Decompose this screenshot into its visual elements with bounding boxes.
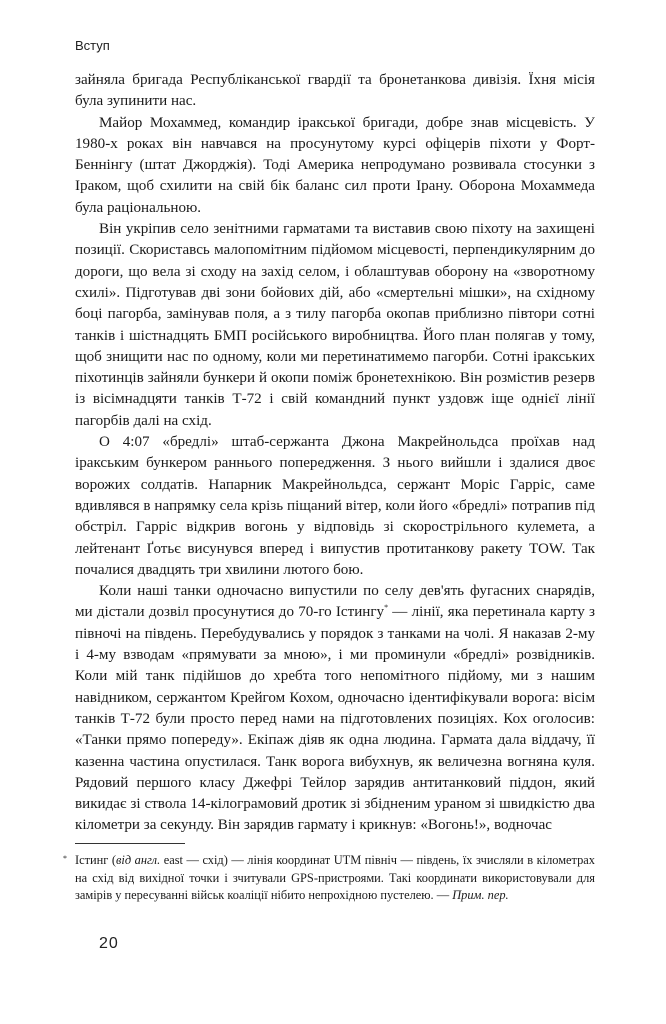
- paragraph-text: Коли наші танки одночасно випустили по селу дев'ять фугасних снарядів, ми дістали дозвіл просунутися до 70-го Істингу: [75, 583, 595, 621]
- footnote-text: east — схід) — лінія координат UTM північ — південь, їх зчисляли в кілометрах на схід від вихідної точки і зчитували GPS-пристроями. Такі координати використовували для замірів у пересуванні військ коаліції нібито непрохідною пустелею. —: [75, 853, 596, 903]
- footnote-separator: [75, 843, 185, 844]
- main-text: [75, 70, 595, 837]
- footnote-reference[interactable]: *: [384, 603, 389, 613]
- footnote: [63, 852, 596, 905]
- translator-note: Прим. пер.: [452, 888, 509, 903]
- footnote-mark: *: [63, 854, 67, 863]
- paragraph: зайняла бригада Республіканської гвардії та бронетанкова дивізія. Їхня місія була зупинити нас.: [75, 72, 595, 110]
- paragraph: [75, 581, 595, 837]
- paragraph: Майор Мохаммед, командир іракської бригади, добре знав місцевість. У 1980-х роках він навчався на просунутому курсі офіцерів піхоти у Форт-Беннінгу (штат Джорджія). Тоді Америка непродумано розвивала стосунки з Іраком, щоб схилити на свій бік баланс сил проти Ірану. Оборона Мохаммеда була раціональною.: [75, 114, 595, 216]
- paragraph: О 4:07 «бредлі» штаб-сержанта Джона Макрейнольдса проїхав над іракським бункером раннього попередження. З нього вийшли і здалися двоє ворожих солдатів. Напарник Макрейнольдса, сержант Моріс Гарріс, саме вдивлявся в напрямку села крізь піщаний вітер, коли його «бредлі» потрапив під обстріл. Гарріс відкрив вогонь у відповідь зі скорострільного кулемета, а лейтенант Ґотьє висунувся вперед і випустив протитанкову ракету TOW. Так почалися двадцять три хвилини лютого бою.: [75, 434, 595, 578]
- footnote-italic: від англ.: [116, 853, 161, 867]
- paragraph: Він укріпив село зенітними гарматами та виставив свою піхоту на захищені позиції. Скориставсь малопомітним підйомом місцевості, перпендикулярним до дороги, що вела зі сходу на захід селом, і облаштував оборону на «зворотному схилі». Підготував дві зони бойових дій, або «смертельні мішки», на східному боці пагорба, замінував поля, а з тилу пагорба окопав приблизно півтори сотні танків і шістнадцять БМП російського виробництва. Його план полягав у тому, щоб знищити нас по одному, коли ми перетинатимемо пагорби. Сотні іракських піхотинців зайняли бункери й окопи поміж бронетехнікою. Він розмістив резерв із вісімнадцяти танків Т-72 і свій командний пункт уздовж іще однієї лінії пагорбів далі на схід.: [75, 221, 595, 429]
- paragraph-text: — лінії, яка перетинала карту з півночі на південь. Перебудувались у порядок з танками на чолі. Я наказав 2-му і 4-му взводам «прямувати за мною», і ми проминули «бредлі» розвідників. Коли мій танк підійшов до хребта того непомітного підйому, ми з нашим навідником, сержантом Крейгом Кохом, одночасно ідентифікували ворога: вісім танків Т-72 були просто перед нами на підготовлених позиціях. Кох оголосив: «Танки прямо попереду». Екіпаж діяв як одна людина. Гармата дала віддачу, її казенна частина опустилася. Танк ворога вибухнув, як величезна вогняна куля. Рядовий першого класу Джефрі Тейлор зарядив антитанковий піддон, який викидає зі ствола 14-кілограмовий дротик зі збідненим ураном зі швидкістю два кілометри за секунду. Він зарядив гармату і крикнув: «Вогонь!», водночас: [75, 604, 595, 834]
- footnote-text: Істинг (: [75, 853, 117, 867]
- running-header: Вступ: [75, 38, 110, 53]
- page-number: 20: [99, 935, 119, 952]
